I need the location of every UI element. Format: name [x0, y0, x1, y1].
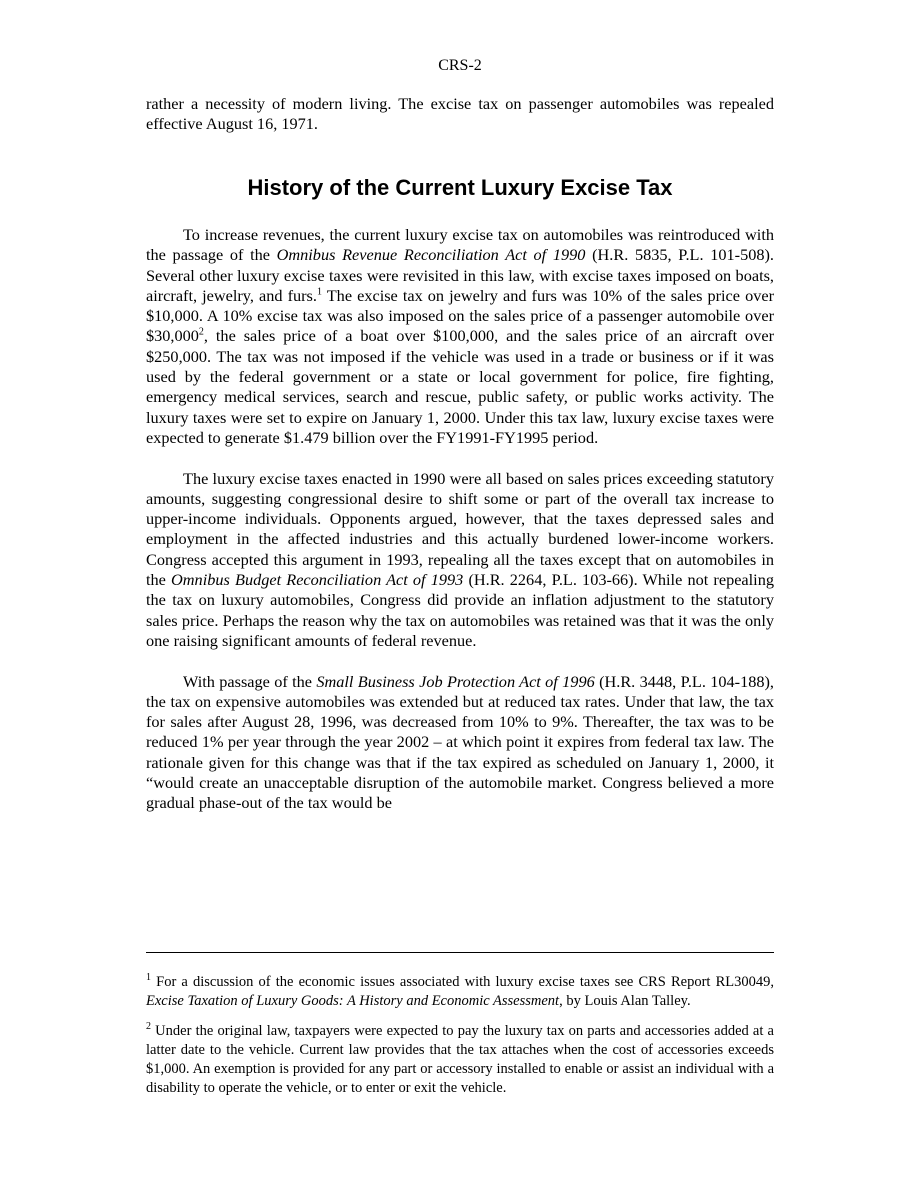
section-heading: History of the Current Luxury Excise Tax	[247, 175, 673, 200]
footnote-divider	[146, 952, 774, 953]
paragraph-1-text-b: (H.R. 5835, P.L. 101-508). Several other luxury excise taxes were revisited in this law, with excise taxes imposed on boats, aircraft, jewelry, and furs.	[146, 245, 774, 305]
footnote-ref-1[interactable]: 1	[316, 286, 322, 298]
paragraph-3-act-title: Small Business Job Protection Act of 1996	[316, 671, 595, 691]
paragraph-3-text-b: (H.R. 3448, P.L. 104-188), the tax on expensive automobiles was extended but at reduced tax rates. Under that law, the tax for sales after August 28, 1996, was decreased from 10% to 9%. Thereafter, the tax was to be reduced 1% per year through the year 2002 – at which point it expires from federal tax law. The rationale given for this change was that if the tax expired as scheduled on January 1, 2000, it “would create an unacceptable disruption of the automobile market. Congress believed a more gradual phase-out of the tax would be	[146, 671, 775, 813]
footnote-1-marker: 1	[146, 972, 151, 984]
footnotes	[146, 973, 774, 1109]
footnote-2	[146, 1022, 774, 1098]
footnote-1-text-b: , by Louis Alan Talley.	[559, 993, 691, 1009]
paragraph-2-act-title: Omnibus Budget Reconciliation Act of 1993	[171, 570, 464, 590]
paragraph-1-text-d: , the sales price of a boat over $100,000, and the sales price of an aircraft over $250,000. The tax was not imposed if the vehicle was used in a trade or business or if it was used by the federal government or a state or local government for police, fire fighting, emergency medical services, search and rescue, public safety, or public works activity. The luxury taxes were set to expire on January 1, 2000. Under this tax law, luxury excise taxes were expected to generate $1.479 billion over the FY1991-FY1995 period.	[146, 326, 774, 447]
section-body	[146, 225, 774, 834]
paragraph-2-text-a: The luxury excise taxes enacted in 1990 were all based on sales prices exceeding statutory amounts, suggesting congressional desire to shift some or part of the overall tax increase to upper-income individuals. Opponents argued, however, that the taxes depressed sales and employment in the affected industries and this actually burdened lower-income workers. Congress accepted this argument in 1993, repealing all the taxes except that on automobiles in the	[146, 468, 774, 590]
paragraph-1	[146, 225, 774, 448]
footnote-2-marker: 2	[146, 1021, 151, 1033]
footnote-1-report-title: Excise Taxation of Luxury Goods: A History and Economic Assessment	[146, 993, 560, 1009]
paragraph-2-text-b: (H.R. 2264, P.L. 103-66). While not repealing the tax on luxury automobiles, Congress did provide an inflation adjustment to the statutory sales price. Perhaps the reason why the tax on automobiles was retained was that it was the only one raising significant amounts of federal revenue.	[146, 570, 774, 650]
intro-paragraph	[146, 94, 774, 155]
paragraph-3	[146, 672, 774, 814]
footnote-2-text: Under the original law, taxpayers were expected to pay the luxury tax on parts and accessories added at a latter date to the vehicle. Current law provides that the tax attaches when the cost of accessories exceeds $1,000. An exemption is provided for any part or accessory installed to enable or assist an individual with a disability to operate the vehicle, or to enter or exit the vehicle.	[146, 1023, 774, 1096]
intro-text: rather a necessity of modern living. The excise tax on passenger automobiles was repealed effective August 16, 1971.	[146, 94, 774, 134]
footnote-1-text-a: For a discussion of the economic issues associated with luxury excise taxes see CRS Report RL30049,	[151, 974, 774, 990]
page-number: CRS-2	[438, 57, 482, 74]
paragraph-1-text-c: The excise tax on jewelry and furs was 10% of the sales price over $10,000. A 10% excise tax was also imposed on the sales price of a passenger automobile over $30,000	[146, 285, 774, 346]
paragraph-1-text-a: To increase revenues, the current luxury excise tax on automobiles was reintroduced with the passage of the	[146, 225, 774, 265]
paragraph-2	[146, 469, 774, 652]
footnote-ref-2[interactable]: 2	[198, 327, 204, 339]
paragraph-1-act-title: Omnibus Revenue Reconciliation Act of 1990	[276, 245, 586, 265]
paragraph-3-text-a: With passage of the	[183, 671, 317, 691]
footnote-1	[146, 973, 774, 1011]
